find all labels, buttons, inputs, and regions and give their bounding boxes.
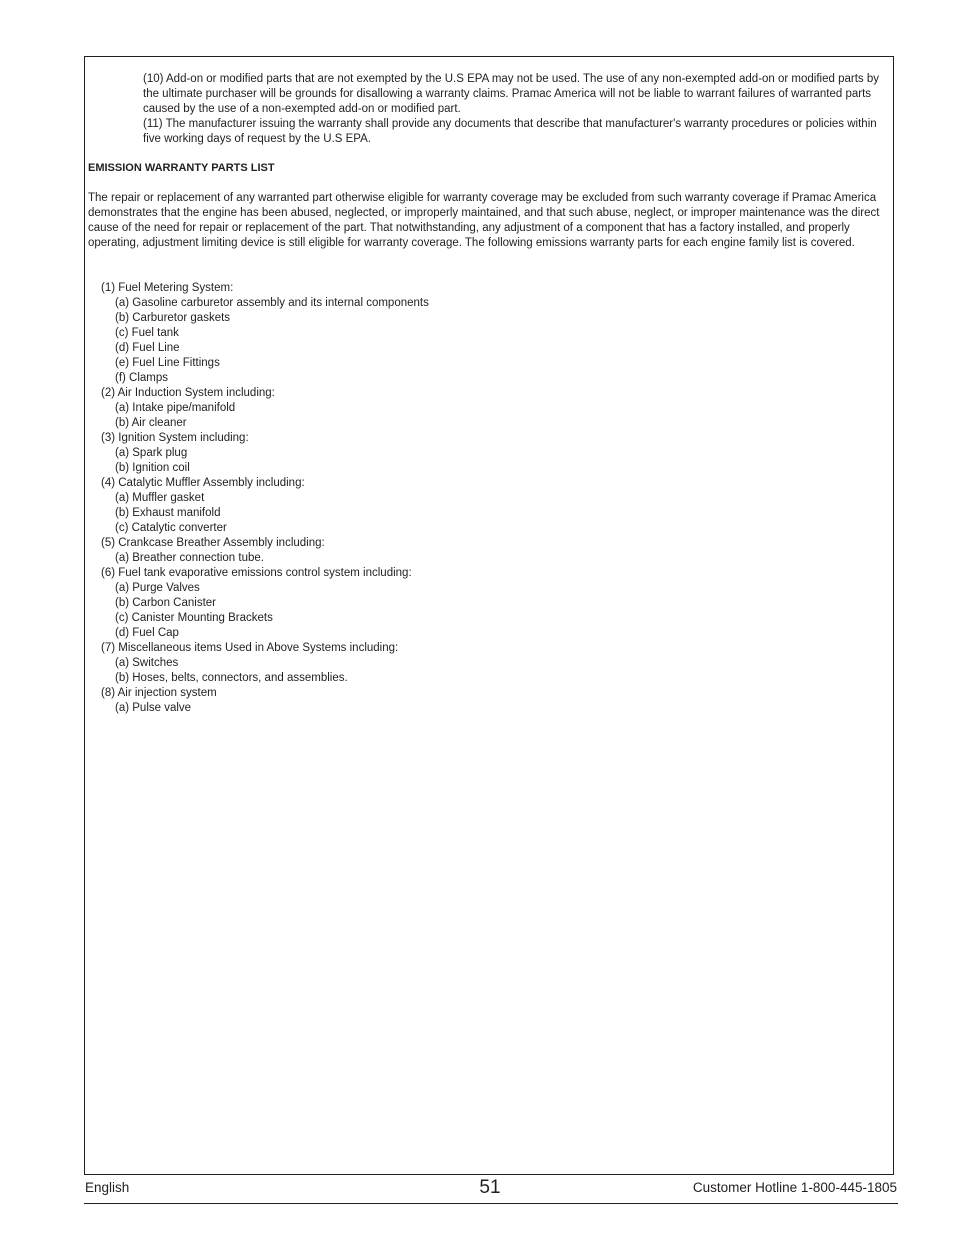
footer-hotline: Customer Hotline 1-800-445-1805 <box>692 1180 897 1195</box>
parts-list-item: (2) Air Induction System including: <box>101 387 275 399</box>
footer-language: English <box>85 1180 130 1195</box>
parts-list-subitem: (a) Breather connection tube. <box>115 552 264 564</box>
parts-list-subitem: (a) Switches <box>115 657 179 669</box>
parts-list-subitem: (c) Catalytic converter <box>115 522 227 534</box>
parts-list-subitem: (a) Intake pipe/manifold <box>115 402 236 414</box>
parts-list-subitem: (a) Pulse valve <box>115 702 192 714</box>
parts-list-item: (7) Miscellaneous items Used in Above Systems including: <box>101 642 399 654</box>
parts-list-subitem: (a) Purge Valves <box>115 582 200 594</box>
parts-list-item: (3) Ignition System including: <box>101 432 249 444</box>
parts-list-subitem: (d) Fuel Line <box>115 342 180 354</box>
parts-list-subitem: (e) Fuel Line Fittings <box>115 357 220 369</box>
intro-item-10: (10) Add-on or modified parts that are not exempted by the U.S EPA may not be used. The use of any non-exempted add-on or modified parts by the ultimate purchaser will be grounds for disallowing a warranty claims. Pramac America will not be liable to warrant failures of warranted parts caused by the use of a non-exempted add-on or modified part. <box>143 73 879 115</box>
parts-list-subitem: (f) Clamps <box>115 372 169 384</box>
parts-list-item: (6) Fuel tank evaporative emissions control system including: <box>101 567 412 579</box>
section-heading: EMISSION WARRANTY PARTS LIST <box>88 162 275 174</box>
parts-list-item: (1) Fuel Metering System: <box>101 282 234 294</box>
parts-list-subitem: (b) Carburetor gaskets <box>115 312 231 324</box>
parts-list-subitem: (b) Air cleaner <box>115 417 187 429</box>
intro-item-11: (11) The manufacturer issuing the warranty shall provide any documents that describe that manufacturer's warranty procedures or policies within five working days of request by the U.S EPA. <box>143 118 877 145</box>
parts-list-subitem: (c) Canister Mounting Brackets <box>115 612 273 624</box>
parts-list-item: (8) Air injection system <box>101 687 217 699</box>
parts-list-subitem: (d) Fuel Cap <box>115 627 179 639</box>
parts-list-subitem: (a) Spark plug <box>115 447 188 459</box>
parts-list <box>101 281 429 716</box>
footer-page-number: 51 <box>479 1177 501 1198</box>
parts-list-item: (5) Crankcase Breather Assembly including: <box>101 537 325 549</box>
section-paragraph: The repair or replacement of any warranted part otherwise eligible for warranty coverage may be excluded from such warranty coverage if Pramac America demonstrates that the engine has been abused, neglected, or improperly maintained, and that such abuse, neglect, or improper maintenance was the direct cause of the need for repair or replacement of the part. That notwithstanding, any adjustment of a component that has a factory installed, and properly operating, adjustment limiting device is still eligible for warranty coverage. The following emissions warranty parts for each engine family list is covered. <box>88 192 880 249</box>
parts-list-subitem: (a) Muffler gasket <box>115 492 205 504</box>
parts-list-subitem: (b) Carbon Canister <box>115 597 216 609</box>
parts-list-item: (4) Catalytic Muffler Assembly including: <box>101 477 305 489</box>
intro-block <box>143 72 895 147</box>
parts-list-subitem: (b) Ignition coil <box>115 462 190 474</box>
parts-list-subitem: (c) Fuel tank <box>115 327 179 339</box>
parts-list-subitem: (b) Hoses, belts, connectors, and assemblies. <box>115 672 348 684</box>
parts-list-subitem: (a) Gasoline carburetor assembly and its internal components <box>115 297 429 309</box>
parts-list-subitem: (b) Exhaust manifold <box>115 507 221 519</box>
footer-rule <box>84 1203 898 1204</box>
